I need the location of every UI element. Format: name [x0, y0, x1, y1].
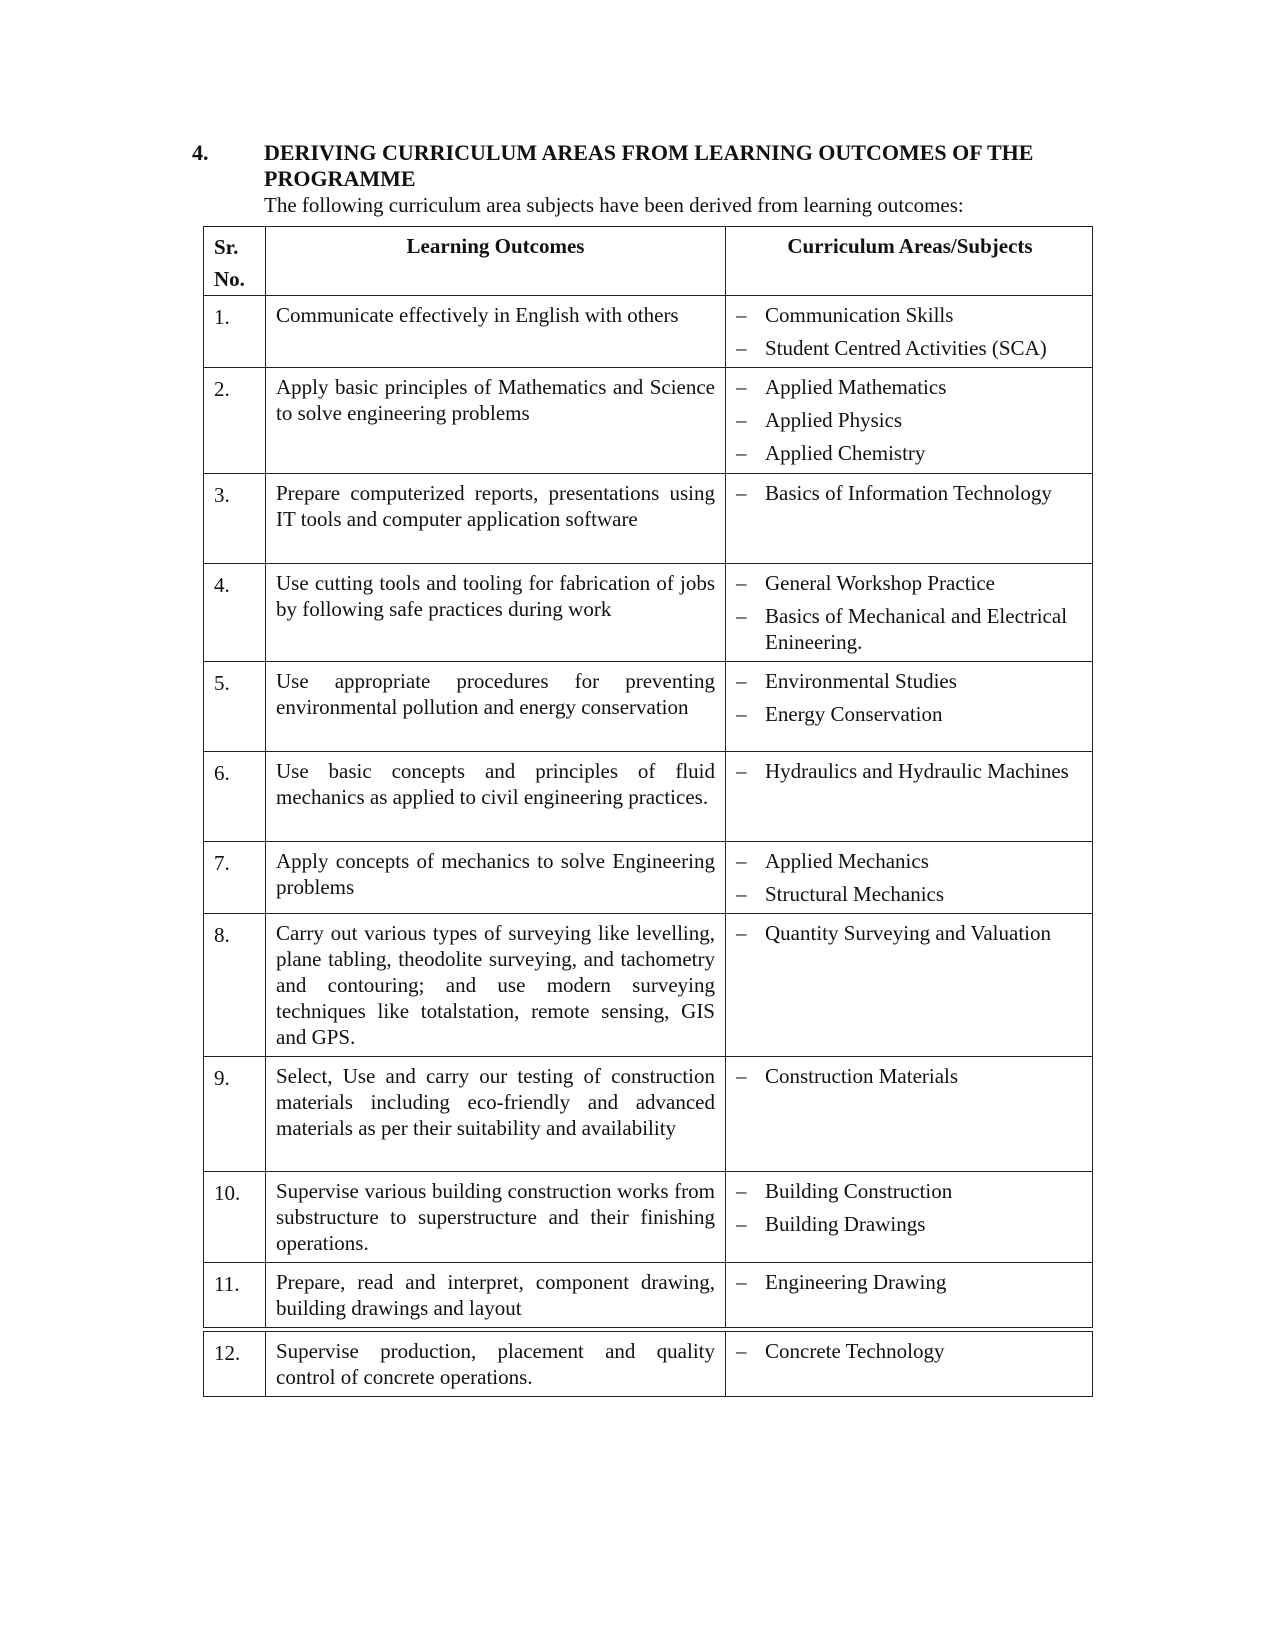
learning-outcome-cell: Use appropriate procedures for preventing environmental pollution and energy conservation	[266, 662, 726, 752]
curriculum-areas-cell	[726, 1263, 1093, 1328]
subject-item: – Quantity Surveying and Valuation	[736, 920, 1084, 946]
subject-item: – General Workshop Practice	[736, 570, 1084, 596]
learning-outcome-cell: Prepare computerized reports, presentations using IT tools and computer application software	[266, 474, 726, 564]
subject-item: – Structural Mechanics	[736, 881, 1084, 907]
sr-number-cell: 7.	[204, 842, 266, 914]
subject-item: – Applied Mechanics	[736, 848, 1084, 874]
curriculum-areas-cell	[726, 296, 1093, 368]
subject-list	[736, 1178, 1084, 1237]
header-curriculum-areas: Curriculum Areas/Subjects	[726, 227, 1093, 296]
section-intro: The following curriculum area subjects have been derived from learning outcomes:	[264, 193, 964, 217]
learning-outcome-cell: Supervise various building construction works from substructure to superstructure and their finishing operations.	[266, 1172, 726, 1263]
table-header-row	[204, 227, 1093, 296]
sr-number-cell: 12.	[204, 1332, 266, 1397]
subject-item: – Student Centred Activities (SCA)	[736, 335, 1084, 361]
table-row	[204, 474, 1093, 564]
curriculum-areas-cell	[726, 752, 1093, 842]
subject-item: – Building Drawings	[736, 1211, 1084, 1237]
sr-number-cell: 2.	[204, 368, 266, 474]
learning-outcome-cell: Communicate effectively in English with others	[266, 296, 726, 368]
table-row	[204, 1332, 1093, 1397]
table-row	[204, 752, 1093, 842]
curriculum-table-continued	[203, 1331, 1093, 1397]
subject-list	[736, 758, 1084, 784]
table-row	[204, 662, 1093, 752]
subject-list	[736, 1269, 1084, 1295]
subject-item: – Hydraulics and Hydraulic Machines	[736, 758, 1084, 784]
subject-list	[736, 1338, 1084, 1364]
learning-outcome-cell: Select, Use and carry our testing of construction materials including eco-friendly and advanced materials as per their suitability and availability	[266, 1057, 726, 1172]
curriculum-areas-cell	[726, 368, 1093, 474]
table-row	[204, 1057, 1093, 1172]
subject-item: – Environmental Studies	[736, 668, 1084, 694]
subject-item: – Applied Mathematics	[736, 374, 1084, 400]
learning-outcome-cell: Apply concepts of mechanics to solve Engineering problems	[266, 842, 726, 914]
curriculum-areas-cell	[726, 474, 1093, 564]
curriculum-areas-cell	[726, 1332, 1093, 1397]
subject-item: – Concrete Technology	[736, 1338, 1084, 1364]
learning-outcome-cell: Carry out various types of surveying like levelling, plane tabling, theodolite surveying, and tachometry and contouring; and use modern surveying techniques like totalstation, remote sensing, GIS and GPS.	[266, 914, 726, 1057]
table-row	[204, 296, 1093, 368]
sr-number-cell: 1.	[204, 296, 266, 368]
curriculum-table	[203, 226, 1093, 1328]
curriculum-areas-cell	[726, 564, 1093, 662]
table-row	[204, 368, 1093, 474]
sr-number-cell: 11.	[204, 1263, 266, 1328]
sr-number-cell: 6.	[204, 752, 266, 842]
learning-outcome-cell: Apply basic principles of Mathematics and Science to solve engineering problems	[266, 368, 726, 474]
subject-item: – Basics of Mechanical and Electrical Enineering.	[736, 603, 1084, 655]
table-row	[204, 564, 1093, 662]
learning-outcome-cell: Use basic concepts and principles of fluid mechanics as applied to civil engineering practices.	[266, 752, 726, 842]
curriculum-areas-cell	[726, 1172, 1093, 1263]
table-row	[204, 1263, 1093, 1328]
sr-number-cell: 9.	[204, 1057, 266, 1172]
learning-outcome-cell: Prepare, read and interpret, component drawing, building drawings and layout	[266, 1263, 726, 1328]
subject-list	[736, 302, 1084, 361]
subject-list	[736, 374, 1084, 466]
subject-list	[736, 1063, 1084, 1089]
subject-list	[736, 920, 1084, 946]
header-learning-outcomes: Learning Outcomes	[266, 227, 726, 296]
subject-item: – Construction Materials	[736, 1063, 1084, 1089]
curriculum-areas-cell	[726, 914, 1093, 1057]
subject-item: – Engineering Drawing	[736, 1269, 1084, 1295]
subject-item: – Applied Chemistry	[736, 440, 1084, 466]
sr-number-cell: 8.	[204, 914, 266, 1057]
sr-number-cell: 4.	[204, 564, 266, 662]
subject-list	[736, 668, 1084, 727]
sr-number-cell: 5.	[204, 662, 266, 752]
curriculum-areas-cell	[726, 842, 1093, 914]
subject-item: – Building Construction	[736, 1178, 1084, 1204]
sr-number-cell: 10.	[204, 1172, 266, 1263]
table-row	[204, 1172, 1093, 1263]
table-row	[204, 842, 1093, 914]
subject-item: – Applied Physics	[736, 407, 1084, 433]
learning-outcome-cell: Supervise production, placement and quality control of concrete operations.	[266, 1332, 726, 1397]
subject-list	[736, 848, 1084, 907]
sr-number-cell: 3.	[204, 474, 266, 564]
subject-item: – Energy Conservation	[736, 701, 1084, 727]
subject-list	[736, 480, 1084, 506]
curriculum-areas-cell	[726, 662, 1093, 752]
section-title: DERIVING CURRICULUM AREAS FROM LEARNING OUTCOMES OF THE PROGRAMME	[264, 140, 1034, 191]
section-number: 4.	[192, 140, 209, 165]
header-sr-no: Sr. No.	[204, 227, 266, 296]
curriculum-areas-cell	[726, 1057, 1093, 1172]
subject-item: – Communication Skills	[736, 302, 1084, 328]
subject-item: – Basics of Information Technology	[736, 480, 1084, 506]
table-row	[204, 914, 1093, 1057]
learning-outcome-cell: Use cutting tools and tooling for fabrication of jobs by following safe practices during work	[266, 564, 726, 662]
subject-list	[736, 570, 1084, 655]
